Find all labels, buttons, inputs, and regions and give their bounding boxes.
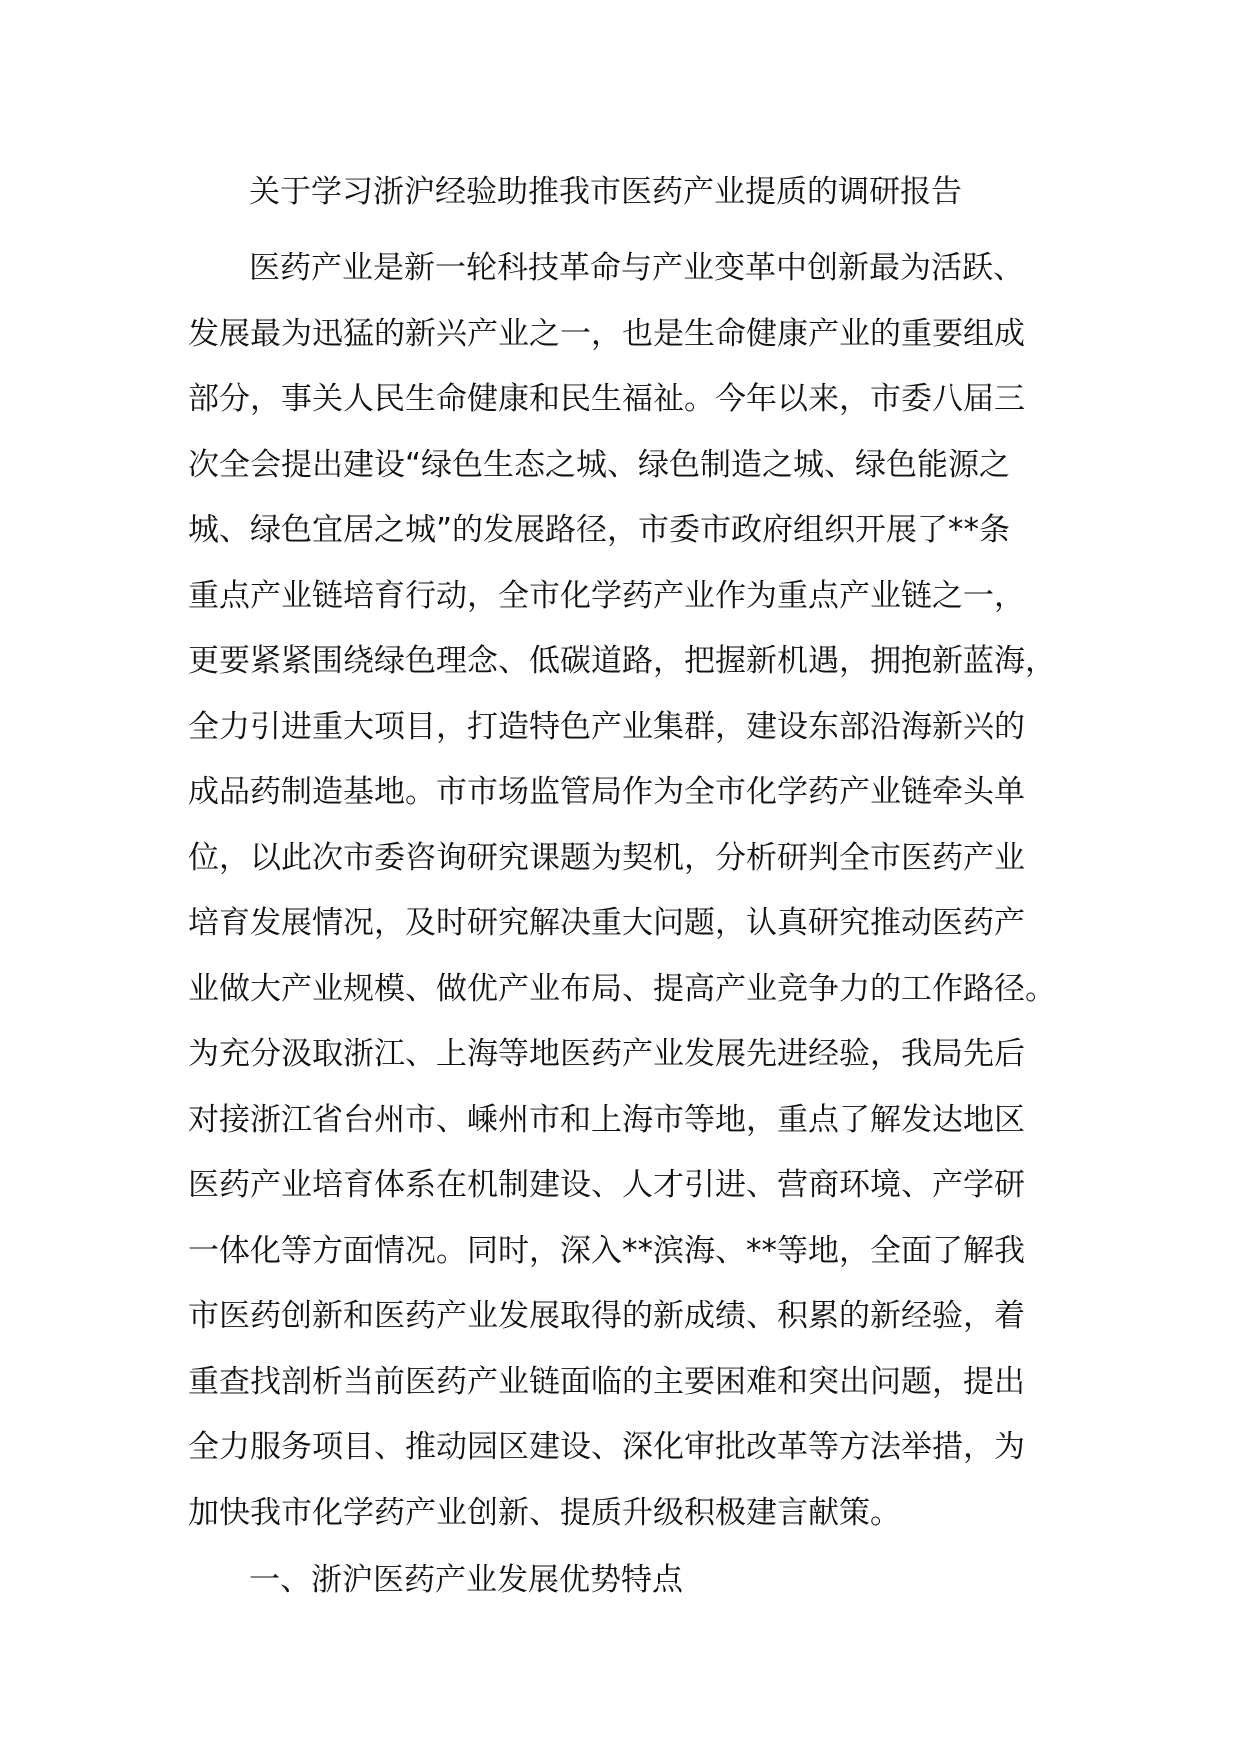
- paragraph-line: 全力服务项目、推动园区建设、深化审批改革等方法举措，为: [188, 1429, 1025, 1465]
- paragraph-line: 医药产业培育体系在机制建设、人才引进、营商环境、产学研: [188, 1167, 1025, 1203]
- document-title: 关于学习浙沪经验助推我市医药产业提质的调研报告: [249, 174, 962, 210]
- paragraph-line: 重查找剖析当前医药产业链面临的主要困难和突出问题，提出: [188, 1363, 1025, 1400]
- paragraph-line: 重点产业链培育行动，全市化学药产业作为重点产业链之一，: [188, 577, 1025, 614]
- paragraph-line: 次全会提出建设“绿色生态之城、绿色制造之城、绿色能源之: [188, 446, 1011, 483]
- paragraph-line: 部分，事关人民生命健康和民生福祉。今年以来，市委八届三: [188, 381, 1025, 417]
- paragraph-line: 培育发展情况，及时研究解决重大问题，认真研究推动医药产: [188, 905, 1025, 941]
- paragraph-line: 全力引进重大项目，打造特色产业集群，建设东部沿海新兴的: [188, 708, 1025, 745]
- paragraph-line: 更要紧紧围绕绿色理念、低碳道路，把握新机遇，拥抱新蓝海，: [188, 643, 1056, 679]
- intro-paragraph: [188, 236, 1088, 1546]
- paragraph-line: 成品药制造基地。市市场监管局作为全市化学药产业链牵头单: [188, 774, 1025, 810]
- paragraph-line: 为充分汲取浙江、上海等地医药产业发展先进经验，我局先后: [188, 1036, 1025, 1072]
- paragraph-line: 市医药创新和医药产业发展取得的新成绩、积累的新经验，着: [188, 1298, 1025, 1334]
- section-heading: 一、浙沪医药产业发展优势特点: [249, 1562, 683, 1598]
- paragraph-line: 城、绿色宜居之城”的发展路径，市委市政府组织开展了**条: [188, 512, 1011, 548]
- paragraph-line: 加快我市化学药产业创新、提质升级积极建言献策。: [188, 1494, 901, 1531]
- paragraph-line: 业做大产业规模、做优产业布局、提高产业竞争力的工作路径。: [188, 970, 1056, 1007]
- paragraph-line: 医药产业是新一轮科技革命与产业变革中创新最为活跃、: [249, 250, 1024, 286]
- paragraph-line: 一体化等方面情况。同时，深入**滨海、**等地，全面了解我: [188, 1232, 1025, 1269]
- paragraph-line: 发展最为迅猛的新兴产业之一，也是生命健康产业的重要组成: [188, 315, 1025, 352]
- paragraph-line: 对接浙江省台州市、嵊州市和上海市等地，重点了解发达地区: [188, 1101, 1025, 1138]
- paragraph-line: 位，以此次市委咨询研究课题为契机，分析研判全市医药产业: [188, 839, 1025, 876]
